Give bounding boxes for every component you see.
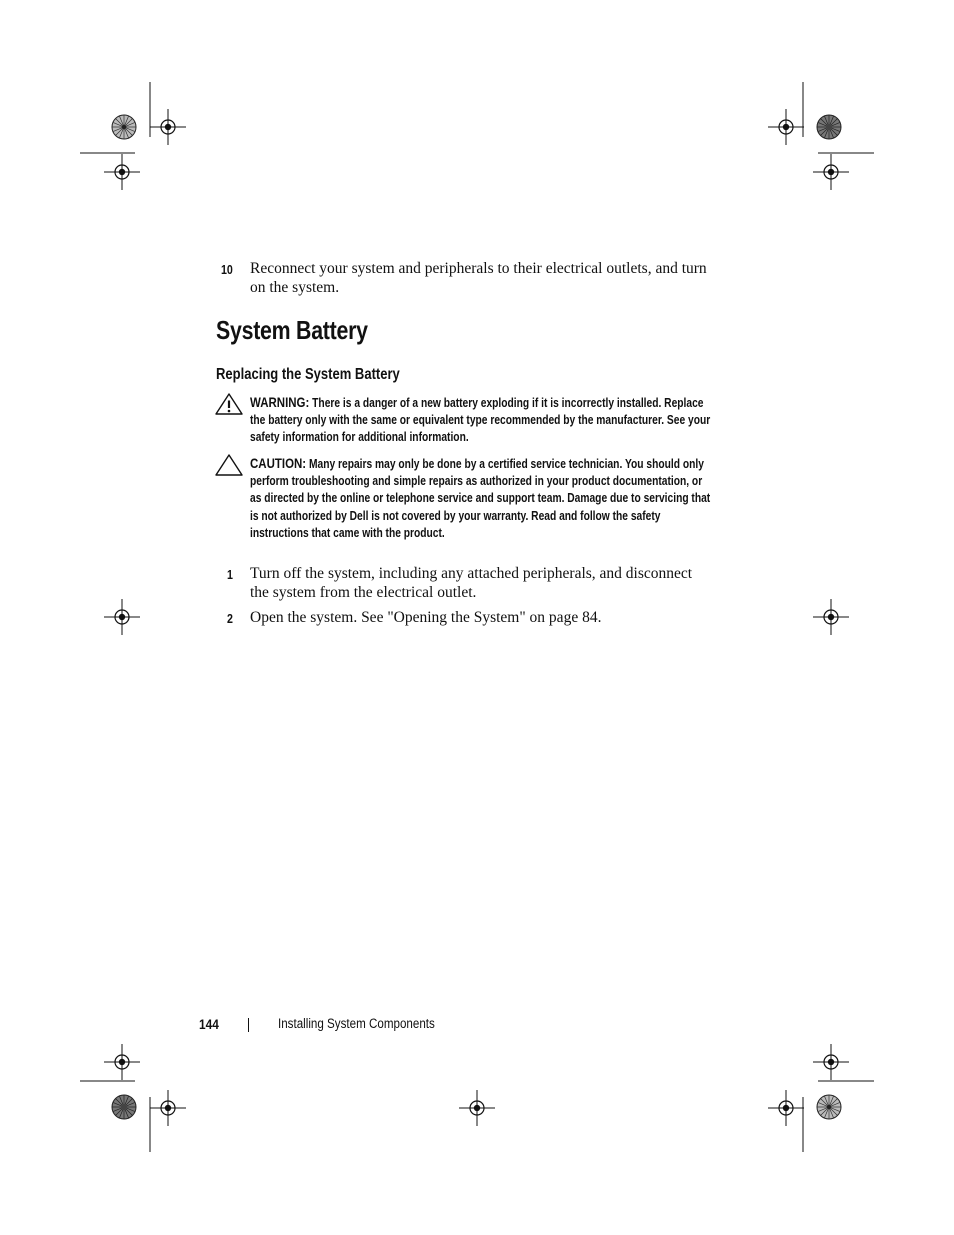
caution-notice bbox=[250, 455, 720, 542]
warning-notice bbox=[250, 394, 720, 447]
warning-label: WARNING: bbox=[250, 394, 310, 410]
footer-divider bbox=[248, 1018, 249, 1032]
step-number: 10 bbox=[221, 262, 233, 277]
step-text: Open the system. See "Opening the System" on page 84. bbox=[250, 609, 602, 626]
caution-label: CAUTION: bbox=[250, 455, 307, 471]
caution-text: Many repairs may only be done by a certified service technician. You should only perform troubleshooting and simple repairs as authorized in your product documentation, or as directed by the online or telephone service and support team. Damage due to servicing that is not authorized by Dell is not covered by your warranty. Read and follow the safety instructions that came with the product. bbox=[250, 457, 711, 540]
warning-text: There is a danger of a new battery exploding if it is incorrectly installed. Replace the battery only with the same or equivalent type recommended by the manufacturer. See your safety information for additional information. bbox=[250, 396, 711, 445]
step-text: Turn off the system, including any attached peripherals, and disconnect the system from the electrical outlet. bbox=[250, 565, 693, 601]
section-subtitle: Replacing the System Battery bbox=[216, 366, 400, 383]
caution-triangle-icon bbox=[215, 454, 243, 476]
page-number: 144 bbox=[199, 1016, 219, 1032]
warning-triangle-icon bbox=[215, 393, 243, 415]
step-text: Reconnect your system and peripherals to their electrical outlets, and turn on the system. bbox=[250, 260, 707, 296]
section-title: System Battery bbox=[216, 315, 368, 345]
step-number: 1 bbox=[227, 567, 233, 582]
chapter-title: Installing System Components bbox=[278, 1016, 435, 1031]
step-number: 2 bbox=[227, 611, 233, 626]
